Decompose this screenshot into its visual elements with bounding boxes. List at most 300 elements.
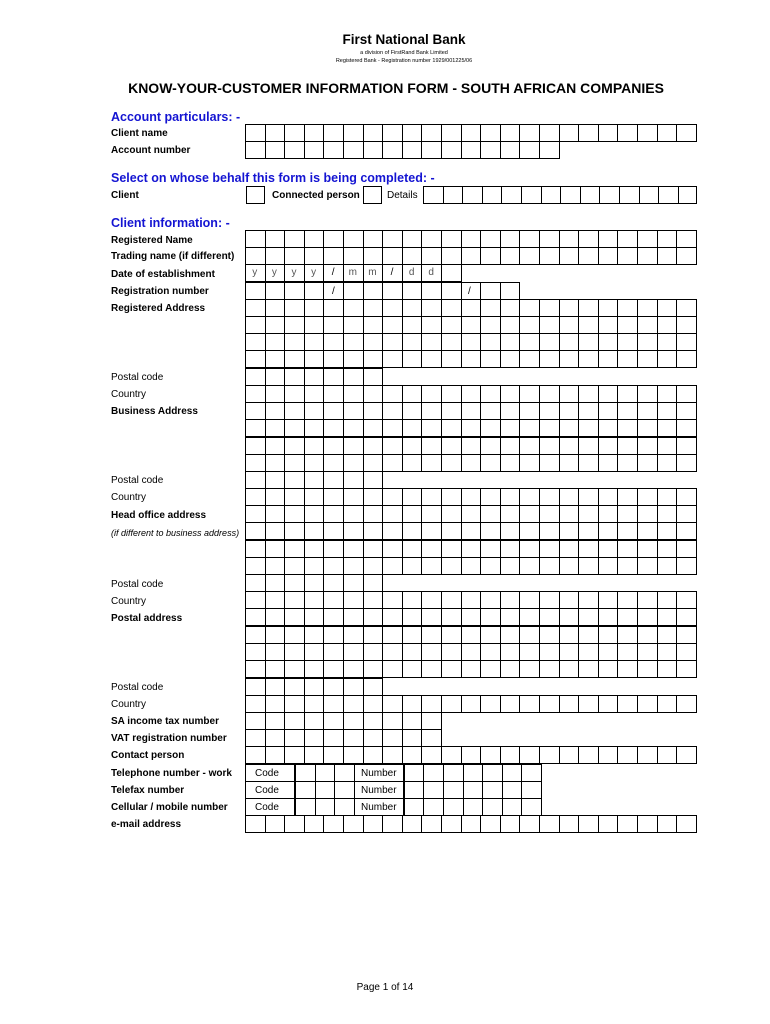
country-box[interactable] xyxy=(676,488,697,506)
business-address-box[interactable] xyxy=(657,437,678,455)
registered-address-box[interactable] xyxy=(500,333,521,351)
contact-person-box[interactable] xyxy=(578,746,599,764)
registered-address-box[interactable] xyxy=(441,333,462,351)
vat-registration-box[interactable] xyxy=(343,729,364,747)
account-number-box[interactable] xyxy=(461,141,482,159)
client-name-box[interactable] xyxy=(441,124,462,142)
business-address-box[interactable] xyxy=(245,454,266,472)
postal-address-box[interactable] xyxy=(539,660,560,678)
trading-name-box[interactable] xyxy=(284,247,305,265)
head-office-address-box[interactable] xyxy=(382,557,403,575)
country-box[interactable] xyxy=(304,695,325,713)
business-address-box[interactable] xyxy=(480,419,501,437)
country-box[interactable] xyxy=(284,385,305,403)
registered-name-box[interactable] xyxy=(265,230,286,248)
business-address-box[interactable] xyxy=(304,454,325,472)
country-box[interactable] xyxy=(265,695,286,713)
postal-address-box[interactable] xyxy=(637,626,658,644)
business-address-box[interactable] xyxy=(363,402,384,420)
phone-number-box[interactable] xyxy=(482,798,503,816)
business-address-box[interactable] xyxy=(519,437,540,455)
country-box[interactable] xyxy=(382,695,403,713)
registered-address-box[interactable] xyxy=(441,299,462,317)
country-box[interactable] xyxy=(421,385,442,403)
head-office-address-box[interactable] xyxy=(343,540,364,558)
account-number-box[interactable] xyxy=(323,141,344,159)
postal-address-box[interactable] xyxy=(539,608,560,626)
country-box[interactable] xyxy=(559,488,580,506)
registered-address-box[interactable] xyxy=(323,316,344,334)
head-office-address-box[interactable] xyxy=(617,522,638,540)
head-office-address-box[interactable] xyxy=(461,522,482,540)
phone-number-box[interactable] xyxy=(502,798,523,816)
registered-name-box[interactable] xyxy=(245,230,266,248)
trading-name-box[interactable] xyxy=(578,247,599,265)
business-address-box[interactable] xyxy=(539,454,560,472)
postal-address-box[interactable] xyxy=(441,608,462,626)
postal-address-box[interactable] xyxy=(402,660,423,678)
email-box[interactable] xyxy=(402,815,423,833)
postal-address-box[interactable] xyxy=(637,608,658,626)
postal-code-box[interactable] xyxy=(343,574,364,592)
postal-address-box[interactable] xyxy=(676,608,697,626)
registered-address-box[interactable] xyxy=(265,316,286,334)
email-box[interactable] xyxy=(304,815,325,833)
trading-name-box[interactable] xyxy=(539,247,560,265)
head-office-address-box[interactable] xyxy=(421,557,442,575)
postal-address-box[interactable] xyxy=(323,660,344,678)
registered-address-box[interactable] xyxy=(519,333,540,351)
country-box[interactable] xyxy=(421,591,442,609)
business-address-box[interactable] xyxy=(421,402,442,420)
country-box[interactable] xyxy=(519,385,540,403)
postal-address-box[interactable] xyxy=(265,643,286,661)
registered-address-box[interactable] xyxy=(617,333,638,351)
registered-address-box[interactable] xyxy=(421,316,442,334)
postal-address-box[interactable] xyxy=(343,643,364,661)
postal-address-box[interactable] xyxy=(343,608,364,626)
country-box[interactable] xyxy=(519,591,540,609)
contact-person-box[interactable] xyxy=(245,746,266,764)
registered-address-box[interactable] xyxy=(578,350,599,368)
business-address-box[interactable] xyxy=(676,454,697,472)
business-address-box[interactable] xyxy=(500,454,521,472)
phone-number-box[interactable] xyxy=(521,764,542,782)
postal-address-box[interactable] xyxy=(578,626,599,644)
postal-code-box[interactable] xyxy=(323,574,344,592)
phone-code-box[interactable] xyxy=(295,764,316,782)
phone-number-box[interactable] xyxy=(443,798,464,816)
postal-address-box[interactable] xyxy=(461,643,482,661)
country-box[interactable] xyxy=(637,488,658,506)
country-box[interactable] xyxy=(245,591,266,609)
phone-number-box[interactable] xyxy=(502,781,523,799)
account-number-box[interactable] xyxy=(343,141,364,159)
registered-address-box[interactable] xyxy=(284,350,305,368)
business-address-box[interactable] xyxy=(559,454,580,472)
client-name-box[interactable] xyxy=(402,124,423,142)
head-office-address-box[interactable] xyxy=(284,540,305,558)
business-address-box[interactable] xyxy=(421,419,442,437)
head-office-address-box[interactable] xyxy=(578,522,599,540)
postal-address-box[interactable] xyxy=(519,643,540,661)
postal-address-box[interactable] xyxy=(245,626,266,644)
country-box[interactable] xyxy=(617,695,638,713)
registered-address-box[interactable] xyxy=(519,350,540,368)
postal-address-box[interactable] xyxy=(382,643,403,661)
country-box[interactable] xyxy=(598,488,619,506)
head-office-address-box[interactable] xyxy=(617,540,638,558)
registered-name-box[interactable] xyxy=(441,230,462,248)
business-address-box[interactable] xyxy=(461,437,482,455)
registered-address-box[interactable] xyxy=(265,333,286,351)
vat-registration-box[interactable] xyxy=(245,729,266,747)
postal-code-box[interactable] xyxy=(304,471,325,489)
head-office-address-box[interactable] xyxy=(637,505,658,523)
business-address-box[interactable] xyxy=(617,454,638,472)
registered-address-box[interactable] xyxy=(343,350,364,368)
head-office-address-box[interactable] xyxy=(363,505,384,523)
client-name-box[interactable] xyxy=(421,124,442,142)
registered-address-box[interactable] xyxy=(598,299,619,317)
country-box[interactable] xyxy=(382,591,403,609)
trading-name-box[interactable] xyxy=(637,247,658,265)
phone-code-box[interactable] xyxy=(334,798,355,816)
business-address-box[interactable] xyxy=(323,454,344,472)
head-office-address-box[interactable] xyxy=(578,540,599,558)
registered-address-box[interactable] xyxy=(304,333,325,351)
business-address-box[interactable] xyxy=(480,454,501,472)
registered-address-box[interactable] xyxy=(519,299,540,317)
postal-address-box[interactable] xyxy=(363,608,384,626)
registered-address-box[interactable] xyxy=(343,316,364,334)
registration-number-box[interactable] xyxy=(284,282,305,300)
email-box[interactable] xyxy=(421,815,442,833)
client-name-box[interactable] xyxy=(461,124,482,142)
registered-name-box[interactable] xyxy=(284,230,305,248)
phone-number-box[interactable] xyxy=(521,781,542,799)
registered-address-box[interactable] xyxy=(637,333,658,351)
country-box[interactable] xyxy=(480,591,501,609)
business-address-box[interactable] xyxy=(382,454,403,472)
registered-address-box[interactable] xyxy=(461,316,482,334)
registered-address-box[interactable] xyxy=(265,299,286,317)
postal-address-box[interactable] xyxy=(657,608,678,626)
registered-name-box[interactable] xyxy=(461,230,482,248)
country-box[interactable] xyxy=(598,695,619,713)
phone-number-box[interactable] xyxy=(482,764,503,782)
postal-address-box[interactable] xyxy=(421,643,442,661)
registered-name-box[interactable] xyxy=(637,230,658,248)
head-office-address-box[interactable] xyxy=(519,522,540,540)
contact-person-box[interactable] xyxy=(480,746,501,764)
registered-address-box[interactable] xyxy=(480,299,501,317)
registered-name-box[interactable] xyxy=(519,230,540,248)
email-box[interactable] xyxy=(559,815,580,833)
postal-address-box[interactable] xyxy=(598,643,619,661)
business-address-box[interactable] xyxy=(461,402,482,420)
business-address-box[interactable] xyxy=(343,454,364,472)
country-box[interactable] xyxy=(382,385,403,403)
country-box[interactable] xyxy=(519,488,540,506)
country-box[interactable] xyxy=(245,488,266,506)
country-box[interactable] xyxy=(363,591,384,609)
business-address-box[interactable] xyxy=(617,402,638,420)
head-office-address-box[interactable] xyxy=(402,522,423,540)
registered-address-box[interactable] xyxy=(617,350,638,368)
head-office-address-box[interactable] xyxy=(402,540,423,558)
country-box[interactable] xyxy=(559,695,580,713)
trading-name-box[interactable] xyxy=(402,247,423,265)
sa-income-tax-box[interactable] xyxy=(421,712,442,730)
business-address-box[interactable] xyxy=(539,437,560,455)
business-address-box[interactable] xyxy=(598,454,619,472)
phone-code-box[interactable] xyxy=(315,798,336,816)
registered-address-box[interactable] xyxy=(676,333,697,351)
registered-address-box[interactable] xyxy=(676,299,697,317)
contact-person-box[interactable] xyxy=(637,746,658,764)
country-box[interactable] xyxy=(578,591,599,609)
country-box[interactable] xyxy=(480,385,501,403)
registered-address-box[interactable] xyxy=(304,299,325,317)
postal-address-box[interactable] xyxy=(284,643,305,661)
country-box[interactable] xyxy=(500,591,521,609)
contact-person-box[interactable] xyxy=(265,746,286,764)
postal-address-box[interactable] xyxy=(539,643,560,661)
contact-person-box[interactable] xyxy=(461,746,482,764)
registered-name-box[interactable] xyxy=(421,230,442,248)
phone-number-box[interactable] xyxy=(502,764,523,782)
business-address-box[interactable] xyxy=(265,402,286,420)
contact-person-box[interactable] xyxy=(441,746,462,764)
business-address-box[interactable] xyxy=(461,419,482,437)
registered-address-box[interactable] xyxy=(421,333,442,351)
country-box[interactable] xyxy=(284,695,305,713)
business-address-box[interactable] xyxy=(284,454,305,472)
country-box[interactable] xyxy=(382,488,403,506)
postal-address-box[interactable] xyxy=(598,608,619,626)
phone-number-box[interactable] xyxy=(404,764,425,782)
registration-number-box[interactable] xyxy=(421,282,442,300)
postal-address-box[interactable] xyxy=(637,643,658,661)
head-office-address-box[interactable] xyxy=(578,505,599,523)
head-office-address-box[interactable] xyxy=(539,505,560,523)
registered-address-box[interactable] xyxy=(363,333,384,351)
phone-number-box[interactable] xyxy=(482,781,503,799)
business-address-box[interactable] xyxy=(284,402,305,420)
registered-name-box[interactable] xyxy=(323,230,344,248)
business-address-box[interactable] xyxy=(402,437,423,455)
postal-address-box[interactable] xyxy=(304,608,325,626)
registered-address-box[interactable] xyxy=(304,316,325,334)
postal-code-box[interactable] xyxy=(363,678,384,696)
registered-address-box[interactable] xyxy=(637,350,658,368)
business-address-box[interactable] xyxy=(402,402,423,420)
registration-number-box[interactable] xyxy=(441,282,462,300)
business-address-box[interactable] xyxy=(363,419,384,437)
business-address-box[interactable] xyxy=(617,419,638,437)
postal-address-box[interactable] xyxy=(461,626,482,644)
phone-number-box[interactable] xyxy=(463,781,484,799)
phone-number-box[interactable] xyxy=(423,798,444,816)
account-number-box[interactable] xyxy=(441,141,462,159)
head-office-address-box[interactable] xyxy=(539,522,560,540)
country-box[interactable] xyxy=(461,591,482,609)
postal-address-box[interactable] xyxy=(245,608,266,626)
business-address-box[interactable] xyxy=(304,437,325,455)
contact-person-box[interactable] xyxy=(304,746,325,764)
postal-address-box[interactable] xyxy=(402,626,423,644)
email-box[interactable] xyxy=(500,815,521,833)
contact-person-box[interactable] xyxy=(598,746,619,764)
email-box[interactable] xyxy=(245,815,266,833)
business-address-box[interactable] xyxy=(441,419,462,437)
country-box[interactable] xyxy=(461,695,482,713)
client-name-box[interactable] xyxy=(559,124,580,142)
registered-address-box[interactable] xyxy=(421,350,442,368)
head-office-address-box[interactable] xyxy=(637,522,658,540)
head-office-address-box[interactable] xyxy=(617,505,638,523)
registered-address-box[interactable] xyxy=(657,350,678,368)
business-address-box[interactable] xyxy=(578,437,599,455)
country-box[interactable] xyxy=(265,488,286,506)
postal-code-box[interactable] xyxy=(343,678,364,696)
registered-address-box[interactable] xyxy=(402,350,423,368)
business-address-box[interactable] xyxy=(441,454,462,472)
postal-address-box[interactable] xyxy=(461,608,482,626)
registered-address-box[interactable] xyxy=(363,350,384,368)
postal-address-box[interactable] xyxy=(265,608,286,626)
head-office-address-box[interactable] xyxy=(559,522,580,540)
head-office-address-box[interactable] xyxy=(676,505,697,523)
postal-address-box[interactable] xyxy=(480,626,501,644)
registered-name-box[interactable] xyxy=(578,230,599,248)
postal-code-box[interactable] xyxy=(245,574,266,592)
country-box[interactable] xyxy=(363,488,384,506)
postal-code-box[interactable] xyxy=(245,471,266,489)
client-name-box[interactable] xyxy=(304,124,325,142)
country-box[interactable] xyxy=(461,385,482,403)
postal-address-box[interactable] xyxy=(676,643,697,661)
country-box[interactable] xyxy=(245,385,266,403)
business-address-box[interactable] xyxy=(578,402,599,420)
head-office-address-box[interactable] xyxy=(284,557,305,575)
business-address-box[interactable] xyxy=(363,454,384,472)
postal-code-box[interactable] xyxy=(265,471,286,489)
postal-code-box[interactable] xyxy=(284,368,305,386)
registered-name-box[interactable] xyxy=(343,230,364,248)
country-box[interactable] xyxy=(637,695,658,713)
trading-name-box[interactable] xyxy=(676,247,697,265)
registered-address-box[interactable] xyxy=(500,316,521,334)
country-box[interactable] xyxy=(304,488,325,506)
country-box[interactable] xyxy=(559,385,580,403)
phone-code-box[interactable] xyxy=(334,781,355,799)
business-address-box[interactable] xyxy=(421,454,442,472)
registered-address-box[interactable] xyxy=(539,299,560,317)
postal-code-box[interactable] xyxy=(284,678,305,696)
trading-name-box[interactable] xyxy=(304,247,325,265)
registered-name-box[interactable] xyxy=(480,230,501,248)
trading-name-box[interactable] xyxy=(617,247,638,265)
sa-income-tax-box[interactable] xyxy=(402,712,423,730)
registered-address-box[interactable] xyxy=(598,350,619,368)
account-number-box[interactable] xyxy=(500,141,521,159)
business-address-box[interactable] xyxy=(265,419,286,437)
trading-name-box[interactable] xyxy=(441,247,462,265)
head-office-address-box[interactable] xyxy=(500,557,521,575)
postal-address-box[interactable] xyxy=(441,626,462,644)
account-number-box[interactable] xyxy=(480,141,501,159)
country-box[interactable] xyxy=(441,695,462,713)
country-box[interactable] xyxy=(284,591,305,609)
country-box[interactable] xyxy=(441,591,462,609)
trading-name-box[interactable] xyxy=(323,247,344,265)
country-box[interactable] xyxy=(676,695,697,713)
head-office-address-box[interactable] xyxy=(343,505,364,523)
postal-code-box[interactable] xyxy=(363,574,384,592)
business-address-box[interactable] xyxy=(402,419,423,437)
phone-number-box[interactable] xyxy=(521,798,542,816)
country-box[interactable] xyxy=(500,695,521,713)
head-office-address-box[interactable] xyxy=(559,505,580,523)
phone-number-box[interactable] xyxy=(404,781,425,799)
head-office-address-box[interactable] xyxy=(265,505,286,523)
country-box[interactable] xyxy=(245,695,266,713)
postal-code-box[interactable] xyxy=(284,574,305,592)
registered-name-box[interactable] xyxy=(539,230,560,248)
postal-code-box[interactable] xyxy=(304,368,325,386)
country-box[interactable] xyxy=(284,488,305,506)
head-office-address-box[interactable] xyxy=(304,522,325,540)
postal-address-box[interactable] xyxy=(559,643,580,661)
client-name-box[interactable] xyxy=(343,124,364,142)
postal-address-box[interactable] xyxy=(617,643,638,661)
head-office-address-box[interactable] xyxy=(480,540,501,558)
postal-address-box[interactable] xyxy=(323,608,344,626)
registered-name-box[interactable] xyxy=(363,230,384,248)
postal-code-box[interactable] xyxy=(323,368,344,386)
contact-person-box[interactable] xyxy=(676,746,697,764)
registered-address-box[interactable] xyxy=(245,350,266,368)
postal-address-box[interactable] xyxy=(363,660,384,678)
postal-address-box[interactable] xyxy=(500,626,521,644)
registered-address-box[interactable] xyxy=(323,350,344,368)
business-address-box[interactable] xyxy=(363,437,384,455)
head-office-address-box[interactable] xyxy=(461,540,482,558)
sa-income-tax-box[interactable] xyxy=(304,712,325,730)
registered-address-box[interactable] xyxy=(637,299,658,317)
country-box[interactable] xyxy=(480,695,501,713)
client-name-box[interactable] xyxy=(657,124,678,142)
postal-code-box[interactable] xyxy=(304,574,325,592)
head-office-address-box[interactable] xyxy=(265,522,286,540)
date-box[interactable] xyxy=(441,264,462,282)
head-office-address-box[interactable] xyxy=(382,540,403,558)
registered-address-box[interactable] xyxy=(539,350,560,368)
registered-address-box[interactable] xyxy=(461,299,482,317)
registered-address-box[interactable] xyxy=(343,299,364,317)
postal-address-box[interactable] xyxy=(598,626,619,644)
registered-address-box[interactable] xyxy=(480,333,501,351)
postal-address-box[interactable] xyxy=(343,626,364,644)
country-box[interactable] xyxy=(343,385,364,403)
business-address-box[interactable] xyxy=(578,454,599,472)
sa-income-tax-box[interactable] xyxy=(343,712,364,730)
trading-name-box[interactable] xyxy=(245,247,266,265)
postal-code-box[interactable] xyxy=(245,368,266,386)
postal-address-box[interactable] xyxy=(245,660,266,678)
